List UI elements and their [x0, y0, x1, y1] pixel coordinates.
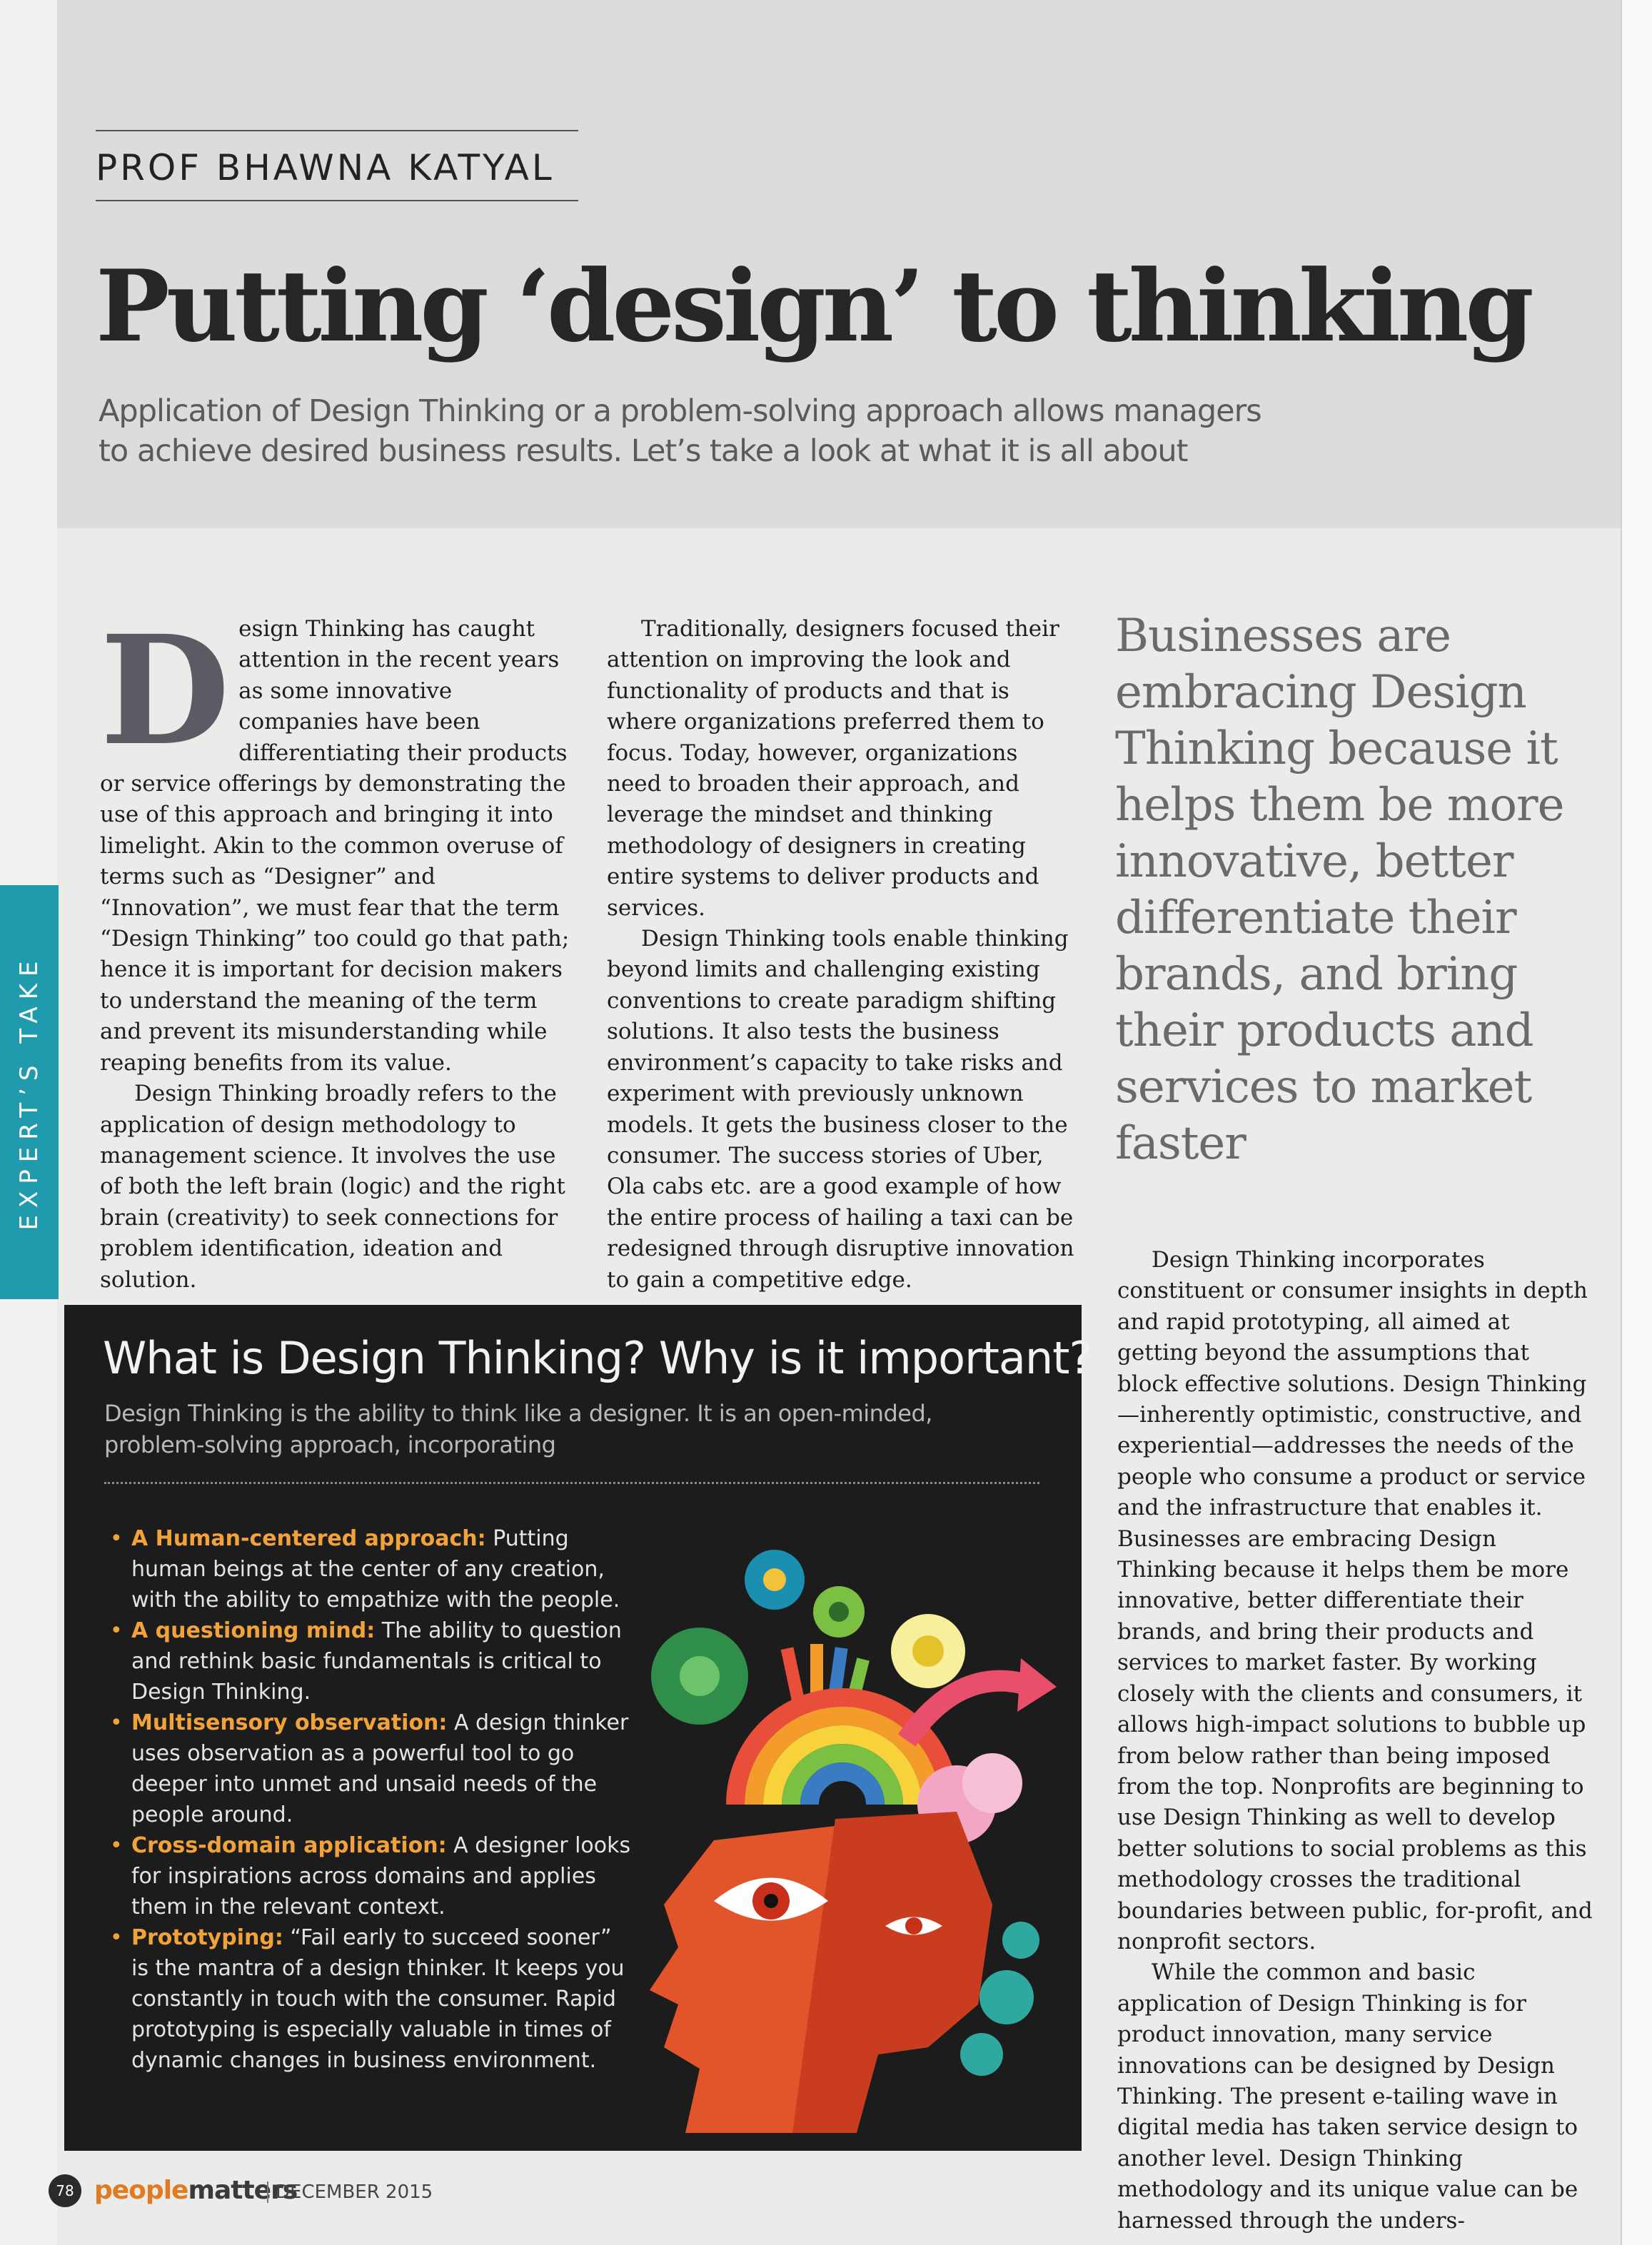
column-3-paragraph-2: While the common and basic application of Design Thinking is for product innovation, many service innovations can be designed by Design Thinking. The present e-tailing wave in digital media has taken service design to another level. Design Thinking methodology and its unique value can be harnessed through the unders- [1117, 1959, 1578, 2234]
column-3 [1117, 1245, 1593, 2236]
column-3-paragraph-1: Design Thinking incorporates constituent or consumer insights in depth and rapid prototyping, all aimed at getting beyond the assumptions that block effective solutions. Design Thinking—inherently optimistic, constructive, and experiential—addresses the needs of the people who consume a product or service and the infrastructure that enables it. Businesses are embracing Design Thinking because it helps them be more innovative, better differentiate their brands, and bring their products and services to market faster. By working closely with the clients and consumers, it allows high-impact solutions to bubble up from below rather than being imposed from the top. Nonprofits are beginning to use Design Thinking as well to develop better solutions to social problems as this methodology crosses the traditional boundaries between public, for-profit, and nonprofit sectors. [1117, 1247, 1593, 1954]
column-2-paragraph-2: Design Thinking tools enable thinking beyond limits and challenging existing conventions to create paradigm shifting solutions. It also tests the business environment’s capacity to take risks and experiment with previously unknown models. It gets the business closer to the consumer. The success stories of Uber, Ola cabs etc. are a good example of how the entire process of hailing a taxi can be redesigned through disruptive innovation to gain a competitive edge. [607, 926, 1074, 1293]
list-item-term: Prototyping: [131, 1925, 283, 1950]
list-item-text: A designer looks for inspirations across domains and applies them in the relevant context. [131, 1833, 631, 1919]
drop-cap: D [100, 602, 231, 779]
author-name: PROF BHAWNA KATYAL [96, 147, 555, 188]
page-number: 78 [49, 2174, 81, 2207]
design-thinking-sidebar-box [64, 1305, 1092, 2151]
list-item [106, 1707, 634, 1830]
list-item-text: A design thinker uses observation as a powerful tool to go deeper into unmet and unsaid needs of the people around. [131, 1710, 629, 1827]
pull-quote: Businesses are embracing Design Thinking because it helps them be more innovative, better differentiate their brands, and bring their products and services to market faster [1115, 610, 1564, 1170]
list-item-text: “Fail early to succeed sooner” is the mantra of a design thinker. It keeps you constantly in touch with the consumer. Rapid prototyping is especially valuable in times of dynamic changes in business environment. [131, 1925, 625, 2073]
column-2-paragraph-1: Traditionally, designers focused their attention on improving the look and functionality of products and that is where organizations preferred them to focus. Today, however, organizations need to broaden their approach, and leverage the mindset and thinking methodology of designers in creating entire systems to deliver products and services. [607, 616, 1059, 921]
list-item-term: Cross-domain application: [131, 1833, 447, 1858]
box-title: What is Design Thinking? Why is it important? [103, 1332, 1092, 1384]
author-byline [96, 130, 578, 201]
column-1-paragraph-1: esign Thinking has caught attention in the recent years as some innovative companies have been differentiating their products or service offerings by demonstrating the use of this approach and bringing it into limelight. Akin to the common overuse of terms such as “Designer” and “Innovation”, we must fear that the term “Design Thinking” too could go that path; hence it is important for decision makers to understand the meaning of the term and prevent its misunderstanding while reaping benefits from its value. [100, 616, 570, 1076]
list-item [106, 1615, 634, 1707]
brand-part-1: people [94, 2176, 188, 2205]
list-item [106, 1523, 634, 1615]
article-headline: Putting ‘design’ to thinking [96, 248, 1531, 364]
list-item [106, 1830, 634, 1922]
article-deck [99, 391, 1312, 471]
list-item-text: Putting human beings at the center of any creation, with the ability to empathize with the people. [131, 1526, 620, 1613]
list-item-term: A Human-centered approach: [131, 1526, 486, 1551]
list-item [106, 1922, 634, 2076]
deck-line: Application of Design Thinking or a problem-solving approach allows managers [99, 393, 1261, 429]
column-1 [100, 602, 571, 1296]
list-item-text: The ability to question and rethink basic fundamentals is critical to Design Thinking. [131, 1618, 622, 1705]
section-tab-label: EXPERT’S TAKE [15, 954, 44, 1231]
column-1-paragraph-2: Design Thinking broadly refers to the application of design methodology to management science. It involves the use of both the left brain (logic) and the right brain (creativity) to seek connections for problem identification, ideation and solution. [100, 1081, 565, 1293]
section-tab [0, 885, 59, 1299]
column-2 [607, 614, 1078, 1296]
box-list [106, 1523, 634, 2076]
dotted-divider [104, 1482, 1039, 1484]
issue-date: DECEMBER 2015 [267, 2181, 433, 2203]
creative-head-illustration [621, 1505, 1064, 2133]
page-edge [1621, 0, 1652, 2245]
list-item-term: A questioning mind: [131, 1618, 376, 1643]
list-item-term: Multisensory observation: [131, 1710, 448, 1735]
deck-line: to achieve desired business results. Let’s take a look at what it is all about [99, 433, 1188, 469]
box-intro-line: Design Thinking is the ability to think like a designer. It is an open-minded, [104, 1400, 932, 1427]
box-intro-line: problem-solving approach, incorporating [104, 1431, 556, 1458]
brand-part-2: matters [188, 2176, 298, 2205]
box-intro [104, 1398, 1047, 1460]
